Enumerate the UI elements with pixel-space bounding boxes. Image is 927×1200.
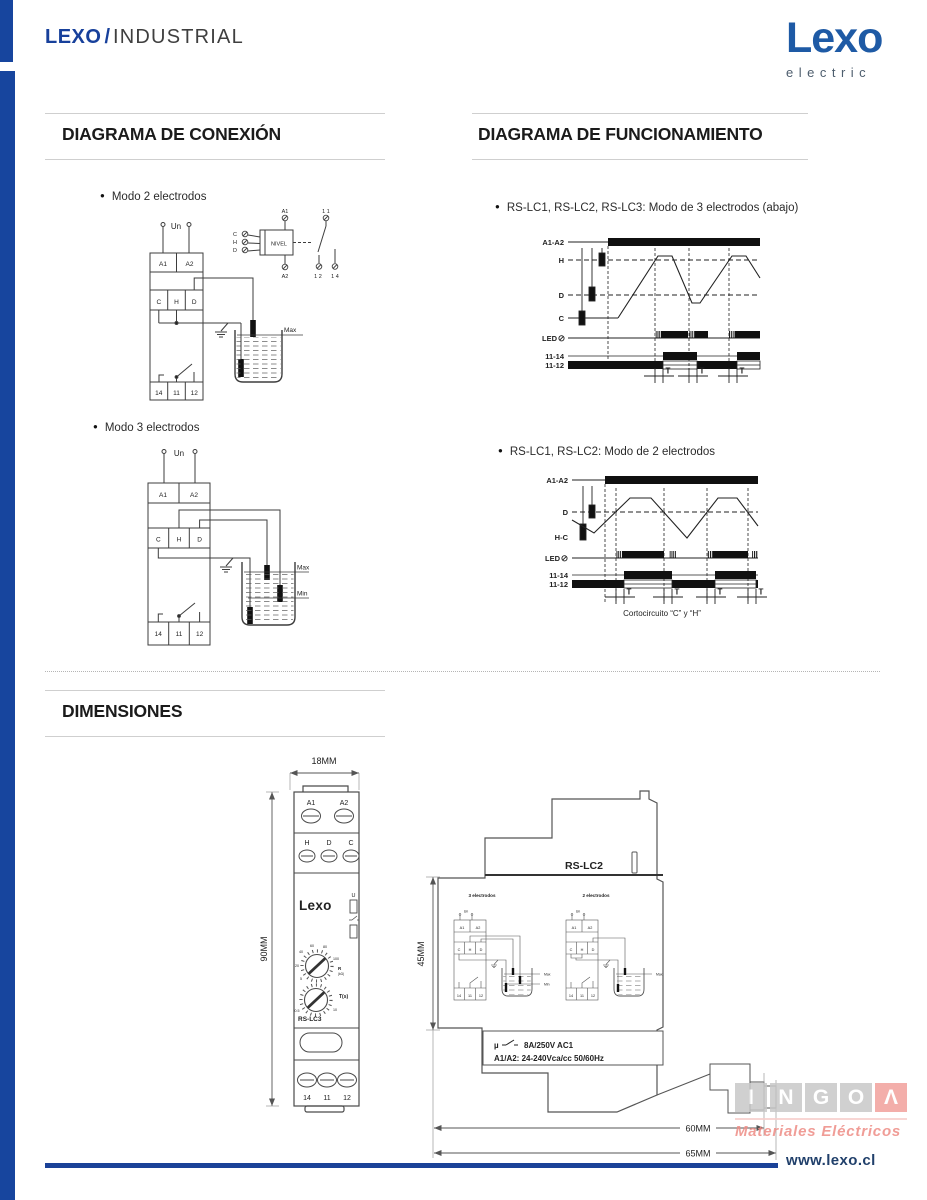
terminal-a2: A2 xyxy=(190,492,198,499)
row-1112: 11-12 xyxy=(549,580,568,589)
terminal-12: 12 xyxy=(190,390,198,397)
row-d: D xyxy=(558,291,564,300)
row-1112: 11-12 xyxy=(545,361,564,370)
front-a1: A1 xyxy=(306,800,316,807)
nivel-c: C xyxy=(233,232,237,238)
mini-label: Min xyxy=(544,982,550,987)
front-d: D xyxy=(326,840,332,847)
sensitivity-dial[interactable] xyxy=(295,944,344,981)
terminal-c: C xyxy=(156,299,162,306)
terminal-11: 11 xyxy=(173,390,180,397)
led-bars xyxy=(616,551,758,558)
un-label: Un xyxy=(173,449,185,458)
dial1-tick: 80 xyxy=(323,945,327,949)
ground-symbol xyxy=(215,332,227,337)
t-label: T xyxy=(674,587,680,597)
t-label: T xyxy=(699,366,705,376)
dim-18mm-label: 18MM xyxy=(311,756,337,766)
mini-label: 12 xyxy=(478,994,484,998)
rule xyxy=(45,690,385,691)
dial1-tick: 40 xyxy=(299,950,303,954)
rating-line2: A1/A2: 24-240Vca/cc 50/60Hz xyxy=(494,1054,604,1063)
front-14: 14 xyxy=(303,1095,311,1102)
brand-division: INDUSTRIAL xyxy=(113,26,244,48)
ground-symbol xyxy=(220,567,232,572)
front-model: RS-LC3 xyxy=(298,1016,322,1023)
side-model: RS-LC2 xyxy=(565,860,603,872)
row-h: H xyxy=(558,256,564,265)
label-clip-top xyxy=(632,852,637,873)
ingoa-letter-a: Λ xyxy=(875,1083,907,1112)
dim-90mm xyxy=(259,792,279,1106)
nivel-box-label: NIVEL xyxy=(271,241,287,248)
row-hc: H-C xyxy=(554,533,568,542)
dial1-r-label: R xyxy=(338,966,342,971)
t-label: T xyxy=(758,587,764,597)
nivel-h: H xyxy=(233,240,237,246)
dotted-divider xyxy=(45,671,880,672)
front-a2: A2 xyxy=(339,800,349,807)
brand-name: LEXO xyxy=(45,26,102,48)
row-1114: 11-14 xyxy=(549,571,568,580)
mini-label: Un xyxy=(463,909,469,914)
connection-diagram-2-electrodes xyxy=(100,205,390,405)
terminal-h: H xyxy=(174,299,179,306)
contact-14: 1 4 xyxy=(331,274,339,280)
led-window-relay xyxy=(350,925,357,938)
screw-terminals xyxy=(298,809,360,1087)
mini-label: H xyxy=(468,948,472,952)
row-a1a2: A1-A2 xyxy=(542,238,564,247)
section-title-conexion: DIAGRAMA DE CONEXIÓN xyxy=(62,124,281,144)
left-accent-bar xyxy=(0,71,15,1200)
mini-label: Max xyxy=(544,972,551,977)
ingoa-watermark xyxy=(735,1083,907,1140)
dim-45mm-label: 45MM xyxy=(416,941,426,967)
mini-label: 12 xyxy=(590,994,596,998)
mini-label: Un xyxy=(575,909,581,914)
t-label: T xyxy=(665,366,671,376)
nivel-d: D xyxy=(233,248,237,254)
led-symbol xyxy=(559,336,564,341)
dim-65mm-label: 65MM xyxy=(685,1148,711,1159)
max-level-label: Max xyxy=(284,327,297,334)
row-1114: 11-14 xyxy=(545,352,564,361)
dial1-r-unit: (kΩ) xyxy=(338,972,345,976)
mini-label: C xyxy=(457,948,461,952)
front-terminal-labels xyxy=(303,800,353,1102)
supply-bar xyxy=(608,238,760,246)
water-level-waveform xyxy=(572,498,758,538)
terminal-h: H xyxy=(176,536,182,544)
mini-label: D xyxy=(591,948,595,952)
row-led: LED xyxy=(545,554,560,563)
row-a1a2: A1-A2 xyxy=(546,476,568,485)
led-symbol xyxy=(562,556,567,561)
led-window-u xyxy=(350,900,357,913)
ingoa-letter: G xyxy=(805,1083,837,1112)
terminal-d: D xyxy=(191,299,197,306)
mini2-title: 2 electrodos xyxy=(582,893,610,898)
footer-rule xyxy=(45,1163,778,1168)
row-d: D xyxy=(562,508,568,517)
terminal-11: 11 xyxy=(175,631,183,638)
footer-url[interactable]: www.lexo.cl xyxy=(786,1152,876,1169)
section-title-funcionamiento: DIAGRAMA DE FUNCIONAMIENTO xyxy=(478,124,763,144)
relay-module xyxy=(148,450,210,646)
rule xyxy=(45,736,385,737)
front-brand: Lexo xyxy=(299,898,332,913)
ingoa-tagline: Materiales Eléctricos xyxy=(735,1123,902,1140)
electrode-max xyxy=(250,320,256,337)
mini-label: A2 xyxy=(475,926,481,930)
device-front-outline xyxy=(294,786,359,1112)
rating-mu: µ xyxy=(494,1041,499,1050)
nivel-a1: A1 xyxy=(281,209,289,215)
t-label: T xyxy=(739,366,745,376)
tank xyxy=(235,327,303,382)
rule xyxy=(45,113,385,114)
terminal-d: D xyxy=(197,536,202,544)
terminal-a1: A1 xyxy=(159,261,167,268)
rule xyxy=(472,159,808,160)
short-circuit-caption: Cortocircuito “C” y “H” xyxy=(623,609,701,618)
mini-label: 14 xyxy=(568,994,574,998)
terminal-a2: A2 xyxy=(185,261,194,268)
terminal-12: 12 xyxy=(195,631,204,638)
terminal-14: 14 xyxy=(155,390,163,397)
rating-label xyxy=(483,1031,663,1065)
front-12: 12 xyxy=(343,1095,351,1102)
logo-tagline: electric xyxy=(786,65,872,80)
row-labels xyxy=(542,238,565,370)
ingoa-letter: O xyxy=(840,1083,872,1112)
dim-45mm xyxy=(416,877,440,1158)
rating-line1: 8A/250V AC1 xyxy=(524,1041,574,1050)
tank xyxy=(242,562,310,625)
left-accent-bar-top xyxy=(0,0,13,62)
dial1-tick: 100 xyxy=(333,957,339,961)
contact-11: 1 1 xyxy=(322,209,330,215)
terminal-c: C xyxy=(155,536,161,544)
dial2-ts-label: T(s) xyxy=(339,994,349,1000)
dial2-tick: 10 xyxy=(333,1008,337,1012)
mini-label: Max xyxy=(656,972,663,977)
front-c: C xyxy=(348,840,354,847)
section-title-dimensiones: DIMENSIONES xyxy=(62,701,183,721)
dial1-tick: 60 xyxy=(310,944,314,948)
mini-label: 14 xyxy=(456,994,462,998)
nivel-a2: A2 xyxy=(281,274,289,280)
relay-terminal-labels xyxy=(155,449,204,638)
t-label: T xyxy=(626,587,632,597)
ingoa-letter: N xyxy=(770,1083,802,1112)
mini-label: 11 xyxy=(468,994,472,998)
bullet-modo3: ● Modo 3 electrodos xyxy=(93,422,199,434)
dim-90mm-label: 90MM xyxy=(259,936,269,962)
mini-label: A1 xyxy=(571,926,577,930)
row-labels xyxy=(545,476,569,589)
timing-diagram-3-electrodes xyxy=(520,226,790,400)
dial1-tick: 20 xyxy=(295,964,299,968)
row-led: LED xyxy=(542,334,557,343)
bullet-modo2: ● Modo 2 electrodos xyxy=(100,191,206,203)
front-view-dimensions xyxy=(252,748,377,1123)
t-delay-marks xyxy=(605,588,767,605)
dim-60mm-label: 60MM xyxy=(685,1123,711,1134)
mini-label: C xyxy=(569,948,573,952)
relay-icon xyxy=(349,916,359,920)
ingoa-letter: I xyxy=(735,1083,767,1112)
min-level-label: Min xyxy=(297,590,308,598)
t-label: T xyxy=(717,587,723,597)
bullet-func2: ● RS-LC1, RS-LC2: Modo de 2 electrodos xyxy=(498,446,715,458)
rule xyxy=(45,159,385,160)
probes xyxy=(579,248,605,325)
timing-diagram-2-electrodes xyxy=(490,466,802,646)
mini-label: A2 xyxy=(587,926,593,930)
mini1-title: 3 electrodos xyxy=(468,893,496,898)
dial2-tick: 0.5 xyxy=(294,1009,300,1013)
mini-label: 11 xyxy=(580,994,584,998)
led-bars xyxy=(655,331,760,338)
logo-wordmark: Lexo xyxy=(786,14,883,62)
ingoa-underline xyxy=(735,1118,907,1120)
front-u-label: U xyxy=(351,893,356,899)
terminal-a1: A1 xyxy=(159,492,167,499)
front-h: H xyxy=(304,840,310,847)
front-11: 11 xyxy=(323,1095,331,1102)
connection-diagram-3-electrodes xyxy=(93,420,393,655)
contact-12: 1 2 xyxy=(314,274,322,280)
rule xyxy=(472,113,808,114)
dim-18mm xyxy=(290,756,359,790)
header-brand xyxy=(45,26,244,49)
max-level-label: Max xyxy=(297,564,310,572)
time-dial[interactable] xyxy=(295,985,349,1015)
nivel-block-diagram xyxy=(233,209,339,280)
dial1-tick: 5 xyxy=(300,977,302,981)
bullet-func1: ● RS-LC1, RS-LC2, RS-LC3: Modo de 3 electrodos (abajo) xyxy=(495,202,798,214)
supply-bar xyxy=(605,476,758,484)
un-label: Un xyxy=(170,222,182,231)
ingoa-letter-blocks xyxy=(735,1083,907,1112)
brand-separator: / xyxy=(104,26,111,48)
mini-label: H xyxy=(580,948,584,952)
marker-slot xyxy=(300,1033,342,1052)
row-c: C xyxy=(558,314,564,323)
terminal-14: 14 xyxy=(154,631,162,638)
company-logo xyxy=(786,14,883,80)
mini-label: D xyxy=(479,948,483,952)
mini-label: A1 xyxy=(459,926,465,930)
grid xyxy=(568,242,760,370)
